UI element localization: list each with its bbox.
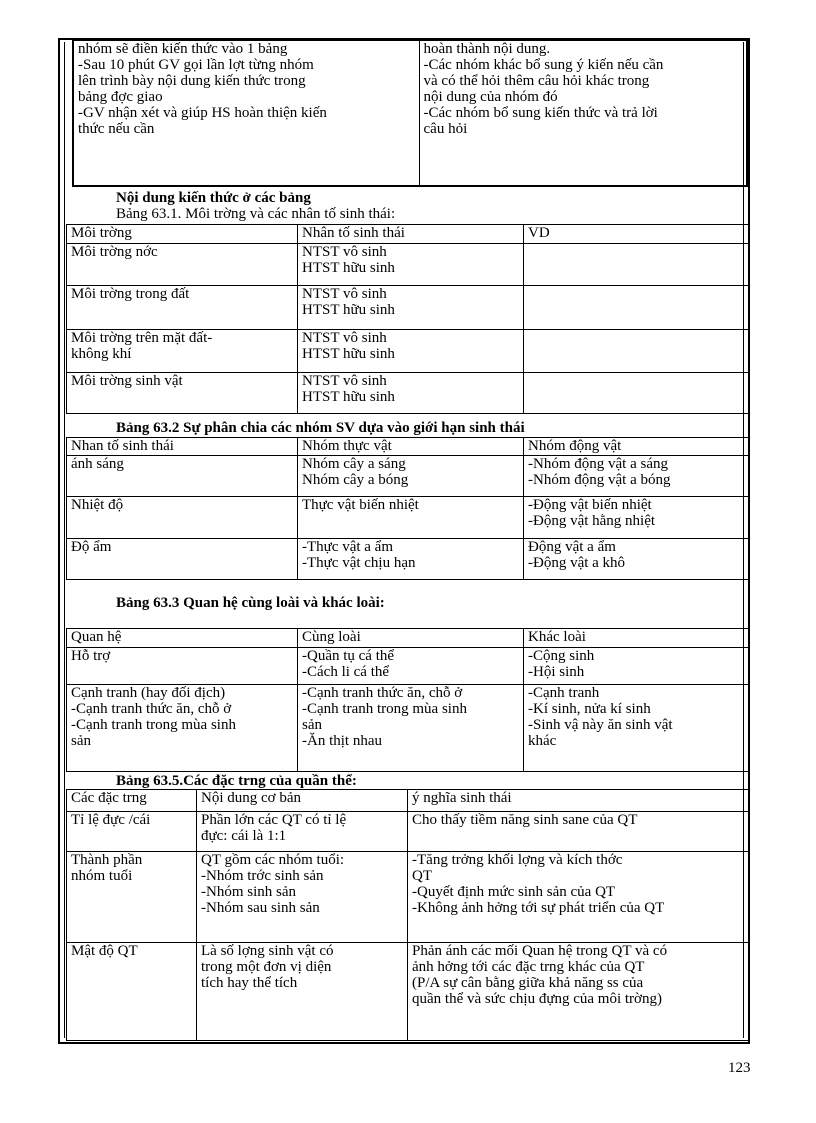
table-row — [67, 812, 749, 852]
table3-header-row — [67, 629, 749, 648]
table-row — [67, 648, 749, 685]
table-row — [67, 286, 749, 330]
table3-cell-line: -Cạnh tranh — [528, 685, 600, 701]
table1-cell — [298, 330, 524, 373]
table1-cell — [298, 286, 524, 330]
table2-cell-line: -Động vật hằng nhiệt — [528, 513, 656, 529]
table2-cell-line: Nhóm cây a bóng — [302, 472, 409, 488]
table-row — [67, 852, 749, 943]
table3-header-cell: Khác loài — [524, 629, 749, 648]
table3-title: Bảng 63.3 Quan hệ cùng loài và khác loài: — [116, 595, 385, 611]
table2-cell-line: -Động vật biến nhiệt — [528, 497, 652, 513]
table2-header-cell: Nhan tố sinh thái — [67, 438, 298, 456]
table2-cell — [67, 456, 298, 497]
table3-cell — [524, 685, 749, 772]
table3-header-cell: Quan hệ — [67, 629, 298, 648]
table1-title: Bảng 63.1. Môi trờng và các nhân tố sinh thái: — [116, 206, 396, 222]
table4-cell-line: Thành phần — [71, 852, 143, 868]
table1-cell-line: HTST hữu sinh — [302, 302, 395, 318]
table2-cell — [298, 456, 524, 497]
table1-cell-line: Môi trờng sinh vật — [71, 373, 183, 389]
table1-cell — [67, 244, 298, 286]
table4-cell-line: -Quyết định mức sinh sản của QT — [412, 884, 616, 900]
table3-cell-line: khác — [528, 733, 557, 749]
table1-cell — [67, 286, 298, 330]
table4-header-cell: ý nghĩa sinh thái — [408, 790, 749, 812]
table4-cell-line: trong một đơn vị diện — [201, 959, 332, 975]
table4-cell-line: Phần lớn các QT có tỉ lệ — [201, 812, 347, 828]
table3-cell-line: Cạnh tranh (hay đối địch) — [71, 685, 226, 701]
table4-cell-line: QT — [412, 868, 432, 884]
table2-cell — [298, 539, 524, 580]
table4-cell-line: Cho thấy tiềm năng sinh sane của QT — [412, 812, 638, 828]
table4-cell-line: Tỉ lệ đực /cái — [71, 812, 151, 828]
environment-factors-table — [66, 224, 749, 414]
table3-cell-line: -Kí sinh, nửa kí sinh — [528, 701, 651, 717]
table-row — [67, 685, 749, 772]
table1-cell — [524, 373, 749, 414]
table4-cell-line: Phản ánh các mối Quan hệ trong QT và có — [412, 943, 668, 959]
table1-cell-line: NTST vô sinh — [302, 330, 387, 346]
table4-cell-line: -Tăng trởng khối lợng và kích thớc — [412, 852, 623, 868]
student-activity-line: -Các nhóm bổ sung kiến thức và trả lời — [423, 105, 658, 121]
table4-cell-line: tích hay thể tích — [201, 975, 298, 991]
table1-cell-line: HTST hữu sinh — [302, 260, 395, 276]
table4-header-cell: Các đặc trng — [67, 790, 197, 812]
table2-cell-line: -Thực vật chịu hạn — [302, 555, 416, 571]
table-row — [67, 373, 749, 414]
student-activity-line: và có thể hỏi thêm câu hỏi khác trong — [423, 73, 650, 89]
table3-cell-line: -Hội sinh — [528, 664, 585, 680]
table4-cell-line: (P/A sự cân bằng giữa khả năng ss của — [412, 975, 644, 991]
table1-cell — [67, 330, 298, 373]
table4-cell-line: nhóm tuổi — [71, 868, 133, 884]
table3-cell — [524, 648, 749, 685]
ecological-groups-table — [66, 437, 749, 580]
table-row — [67, 330, 749, 373]
table2-cell-line: Động vật a ẩm — [528, 539, 616, 555]
table4-cell-line: -Nhóm sinh sản — [201, 884, 296, 900]
table4-cell-line: -Nhóm trớc sinh sản — [201, 868, 324, 884]
table4-title: Bảng 63.5.Các đặc trng của quần thể: — [116, 773, 357, 789]
table1-header-row — [67, 225, 749, 244]
table1-cell-line: HTST hữu sinh — [302, 389, 395, 405]
student-activity-line: câu hỏi — [423, 121, 468, 137]
table4-cell — [408, 943, 749, 1041]
teacher-activity-line: -GV nhận xét và giúp HS hoàn thiện kiến — [78, 105, 327, 121]
table1-cell-line: Môi trờng nớc — [71, 244, 158, 260]
teacher-activity-line: nhóm sẽ điền kiến thức vào 1 bảng — [78, 41, 288, 57]
table3-header-cell: Cùng loài — [298, 629, 524, 648]
table1-header-cell: Nhân tố sinh thái — [298, 225, 524, 244]
table-row — [67, 497, 749, 539]
teacher-activity-line: thức nếu cần — [78, 121, 155, 137]
table-row — [67, 456, 749, 497]
table2-cell — [67, 497, 298, 539]
table3-cell-line: -Cạnh tranh thức ăn, chỗ ở — [302, 685, 463, 701]
table2-cell-line: Nhiệt độ — [71, 497, 124, 513]
table4-cell-line: -Nhóm sau sinh sản — [201, 900, 320, 916]
table4-header-cell: Nội dung cơ bản — [197, 790, 408, 812]
table3-cell-line: -Cạnh tranh thức ăn, chỗ ở — [71, 701, 232, 717]
table1-cell — [298, 244, 524, 286]
student-activity-line: hoàn thành nội dung. — [423, 41, 551, 57]
table3-cell-line: -Quần tụ cá thể — [302, 648, 395, 664]
table1-cell-line: Môi trờng trong đất — [71, 286, 190, 302]
table4-cell-line: Mật độ QT — [71, 943, 138, 959]
table-row — [67, 539, 749, 580]
table2-header-row — [67, 438, 749, 456]
table1-cell-line: không khí — [71, 346, 132, 362]
table2-cell-line: -Nhóm động vật a sáng — [528, 456, 668, 472]
table4-header-row — [67, 790, 749, 812]
teacher-activity-line: bảng đợc giao — [78, 89, 163, 105]
table2-cell-line: ánh sáng — [71, 456, 124, 472]
table2-title: Bảng 63.2 Sự phân chia các nhóm SV dựa vào giới hạn sinh thái — [116, 420, 525, 436]
table4-cell — [197, 852, 408, 943]
table4-cell — [408, 812, 749, 852]
table2-cell-line: Thực vật biến nhiệt — [302, 497, 419, 513]
table2-cell-line: -Thực vật a ẩm — [302, 539, 394, 555]
table3-cell-line: sản — [71, 733, 91, 749]
teacher-activity-line: lên trình bày nội dung kiến thức trong — [78, 73, 306, 89]
table4-cell-line: QT gồm các nhóm tuổi: — [201, 852, 345, 868]
table1-cell-line: HTST hữu sinh — [302, 346, 395, 362]
table1-cell — [524, 330, 749, 373]
table1-cell-line: NTST vô sinh — [302, 373, 387, 389]
table4-cell — [197, 943, 408, 1041]
table4-cell — [67, 852, 197, 943]
table4-cell-line: -Không ảnh hởng tới sự phát triển của QT — [412, 900, 665, 916]
species-relations-table — [66, 628, 749, 772]
table3-cell — [298, 648, 524, 685]
activity-teacher-cell — [73, 40, 419, 186]
table-row — [67, 244, 749, 286]
population-traits-table — [66, 789, 749, 1041]
table1-cell-line: NTST vô sinh — [302, 286, 387, 302]
table4-cell — [67, 943, 197, 1041]
table1-header-cell: Môi trờng — [67, 225, 298, 244]
table3-cell-line: -Cạnh tranh trong mùa sinh — [302, 701, 467, 717]
table1-cell — [524, 286, 749, 330]
table3-cell-line: -Cộng sinh — [528, 648, 595, 664]
table1-cell — [298, 373, 524, 414]
table2-header-cell: Nhóm động vật — [524, 438, 749, 456]
table2-cell-line: Nhóm cây a sáng — [302, 456, 406, 472]
table1-cell-line: Môi trờng trên mặt đất- — [71, 330, 213, 346]
activity-table — [72, 39, 748, 187]
table4-cell — [67, 812, 197, 852]
table4-cell-line: đực: cái là 1:1 — [201, 828, 287, 844]
section-title: Nội dung kiến thức ở các bảng — [116, 190, 311, 206]
table4-cell-line: quần thể và sức chịu đựng của môi trờng) — [412, 991, 662, 1007]
table3-cell-line: Hỗ trợ — [71, 648, 111, 664]
student-activity-line: -Các nhóm khác bổ sung ý kiến nếu cần — [423, 57, 664, 73]
table2-cell-line: -Động vật a khô — [528, 555, 626, 571]
table2-cell — [524, 539, 749, 580]
table2-cell — [67, 539, 298, 580]
table2-header-cell: Nhóm thực vật — [298, 438, 524, 456]
table3-cell — [67, 648, 298, 685]
table3-cell-line: -Cạnh tranh trong mùa sinh — [71, 717, 236, 733]
table1-cell-line: NTST vô sinh — [302, 244, 387, 260]
teacher-activity-line: -Sau 10 phút GV gọi lần lợt từng nhóm — [78, 57, 314, 73]
page-number: 123 — [728, 1060, 751, 1076]
table1-cell — [524, 244, 749, 286]
table3-cell — [298, 685, 524, 772]
table3-cell — [67, 685, 298, 772]
table2-cell — [298, 497, 524, 539]
table1-cell — [67, 373, 298, 414]
table4-cell — [408, 852, 749, 943]
table4-cell-line: ảnh hởng tới các đặc trng khác của QT — [412, 959, 645, 975]
table3-cell-line: -Ăn thịt nhau — [302, 733, 382, 749]
table2-cell — [524, 497, 749, 539]
table4-cell — [197, 812, 408, 852]
table-row — [67, 943, 749, 1041]
table2-cell-line: Độ ẩm — [71, 539, 112, 555]
table1-header-cell: VD — [524, 225, 749, 244]
table3-cell-line: -Sinh vậ này ăn sinh vật — [528, 717, 673, 733]
table3-cell-line: -Cách li cá thể — [302, 664, 390, 680]
student-activity-line: nội dung của nhóm đó — [423, 89, 558, 105]
table2-cell — [524, 456, 749, 497]
table3-cell-line: sản — [302, 717, 322, 733]
table2-cell-line: -Nhóm động vật a bóng — [528, 472, 671, 488]
table4-cell-line: Là số lợng sinh vật có — [201, 943, 334, 959]
activity-student-cell — [419, 40, 747, 186]
